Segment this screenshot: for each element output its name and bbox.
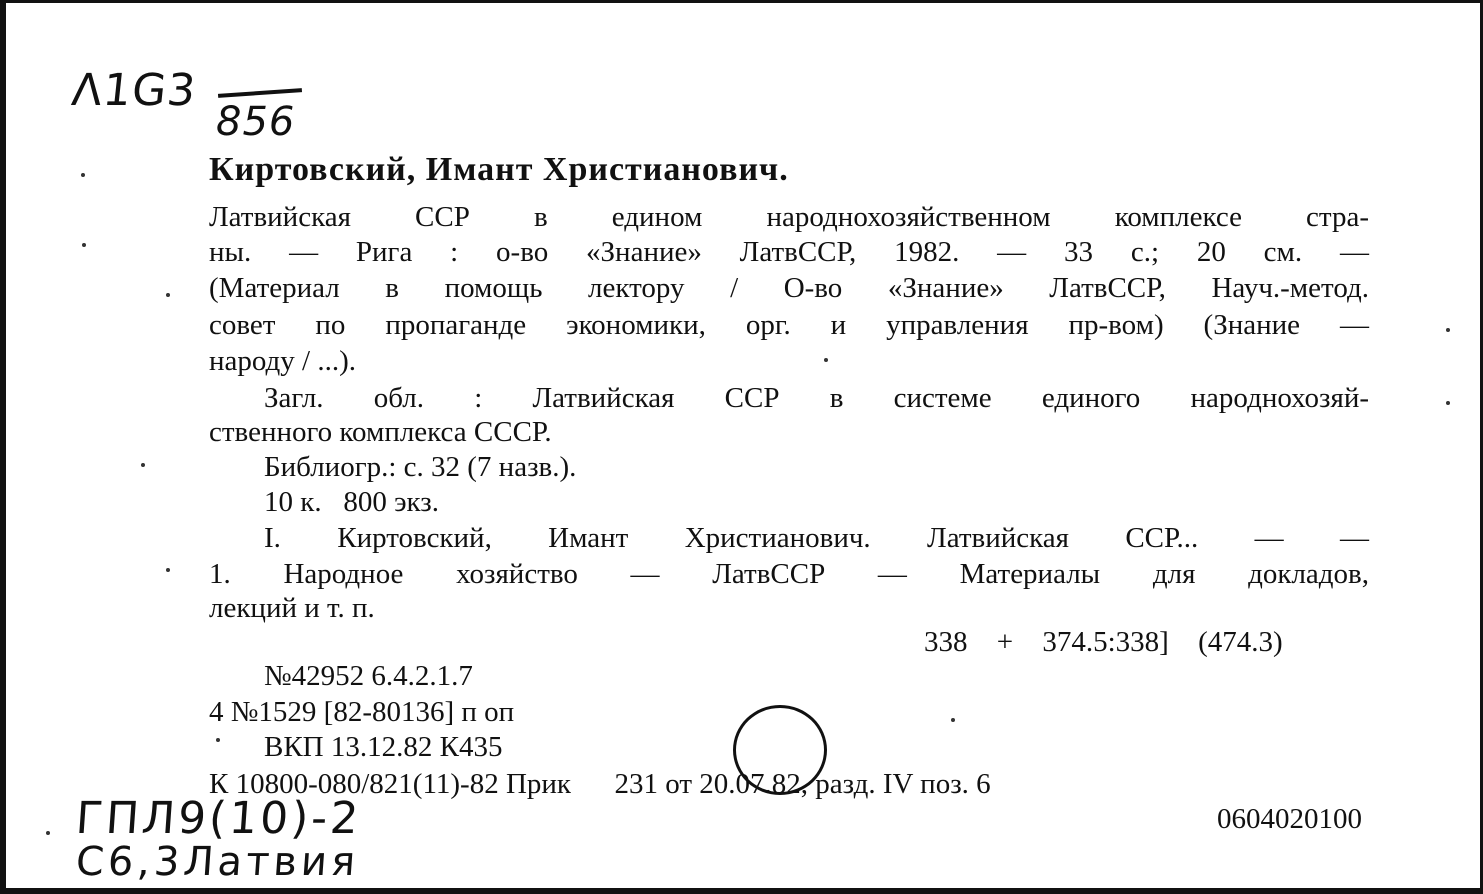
series-line-1: (Материал в помощь лектору / О-во «Знание» ЛатвССР, Науч.-метод. <box>209 272 1369 304</box>
handwritten-shelf-note: С6,3Латвия <box>74 839 361 885</box>
speck <box>951 718 955 722</box>
cover-title-line-2: ственного комплекса СССР. <box>209 416 552 448</box>
code-number: 0604020100 <box>1217 803 1362 835</box>
stamp-circle <box>733 705 827 795</box>
series-line-2: совет по пропаганде экономики, орг. и управления пр-вом) (Знание — <box>209 309 1369 341</box>
tracing-line-2: 1. Народное хозяйство — ЛатвССР — Материалы для докладов, <box>209 558 1369 590</box>
speck <box>166 293 170 297</box>
price-code-line: К 10800-080/821(11)-82 Прик 231 от 20.07.82, разд. IV поз. 6 <box>209 768 991 800</box>
speck <box>141 463 145 467</box>
speck <box>46 831 50 835</box>
speck <box>1446 328 1450 332</box>
title-line-2: ны. — Рига : о-во «Знание» ЛатвССР, 1982. — 33 с.; 20 см. — <box>209 236 1369 268</box>
handwritten-call-number: Λ1G3 <box>69 65 199 116</box>
handwritten-shelf-code: ГПЛ9(10)-2 <box>74 793 363 844</box>
speck <box>216 738 220 742</box>
bibliography-note: Библиогр.: с. 32 (7 назв.). <box>264 451 577 483</box>
record-number: №42952 6.4.2.1.7 <box>264 660 473 692</box>
call-number-fraction-bar <box>218 88 302 98</box>
series-line-3: народу / ...). <box>209 345 357 377</box>
cover-title-line-1: Загл. обл. : Латвийская ССР в системе единого народнохозяй- <box>264 382 1369 414</box>
author-heading: Киртовский, Имант Христианович. <box>209 151 789 188</box>
handwritten-call-number-denominator: 856 <box>216 99 296 145</box>
speck <box>1446 401 1450 405</box>
speck <box>824 358 828 362</box>
classification-index: 338 + 374.5:338] (474.3) <box>924 626 1283 658</box>
vkp-line: ВКП 13.12.82 К435 <box>264 731 503 763</box>
tracing-line-1: I. Киртовский, Имант Христианович. Латвийская ССР... — — <box>264 522 1369 554</box>
speck <box>81 173 85 177</box>
price-and-run: 10 к. 800 экз. <box>264 486 439 518</box>
speck <box>166 568 170 572</box>
title-line-1: Латвийская ССР в едином народнохозяйственном комплексе стра- <box>209 201 1369 233</box>
order-line: 4 №1529 [82-80136] п оп <box>209 696 515 728</box>
tracing-line-3: лекций и т. п. <box>209 592 375 624</box>
speck <box>82 243 86 247</box>
